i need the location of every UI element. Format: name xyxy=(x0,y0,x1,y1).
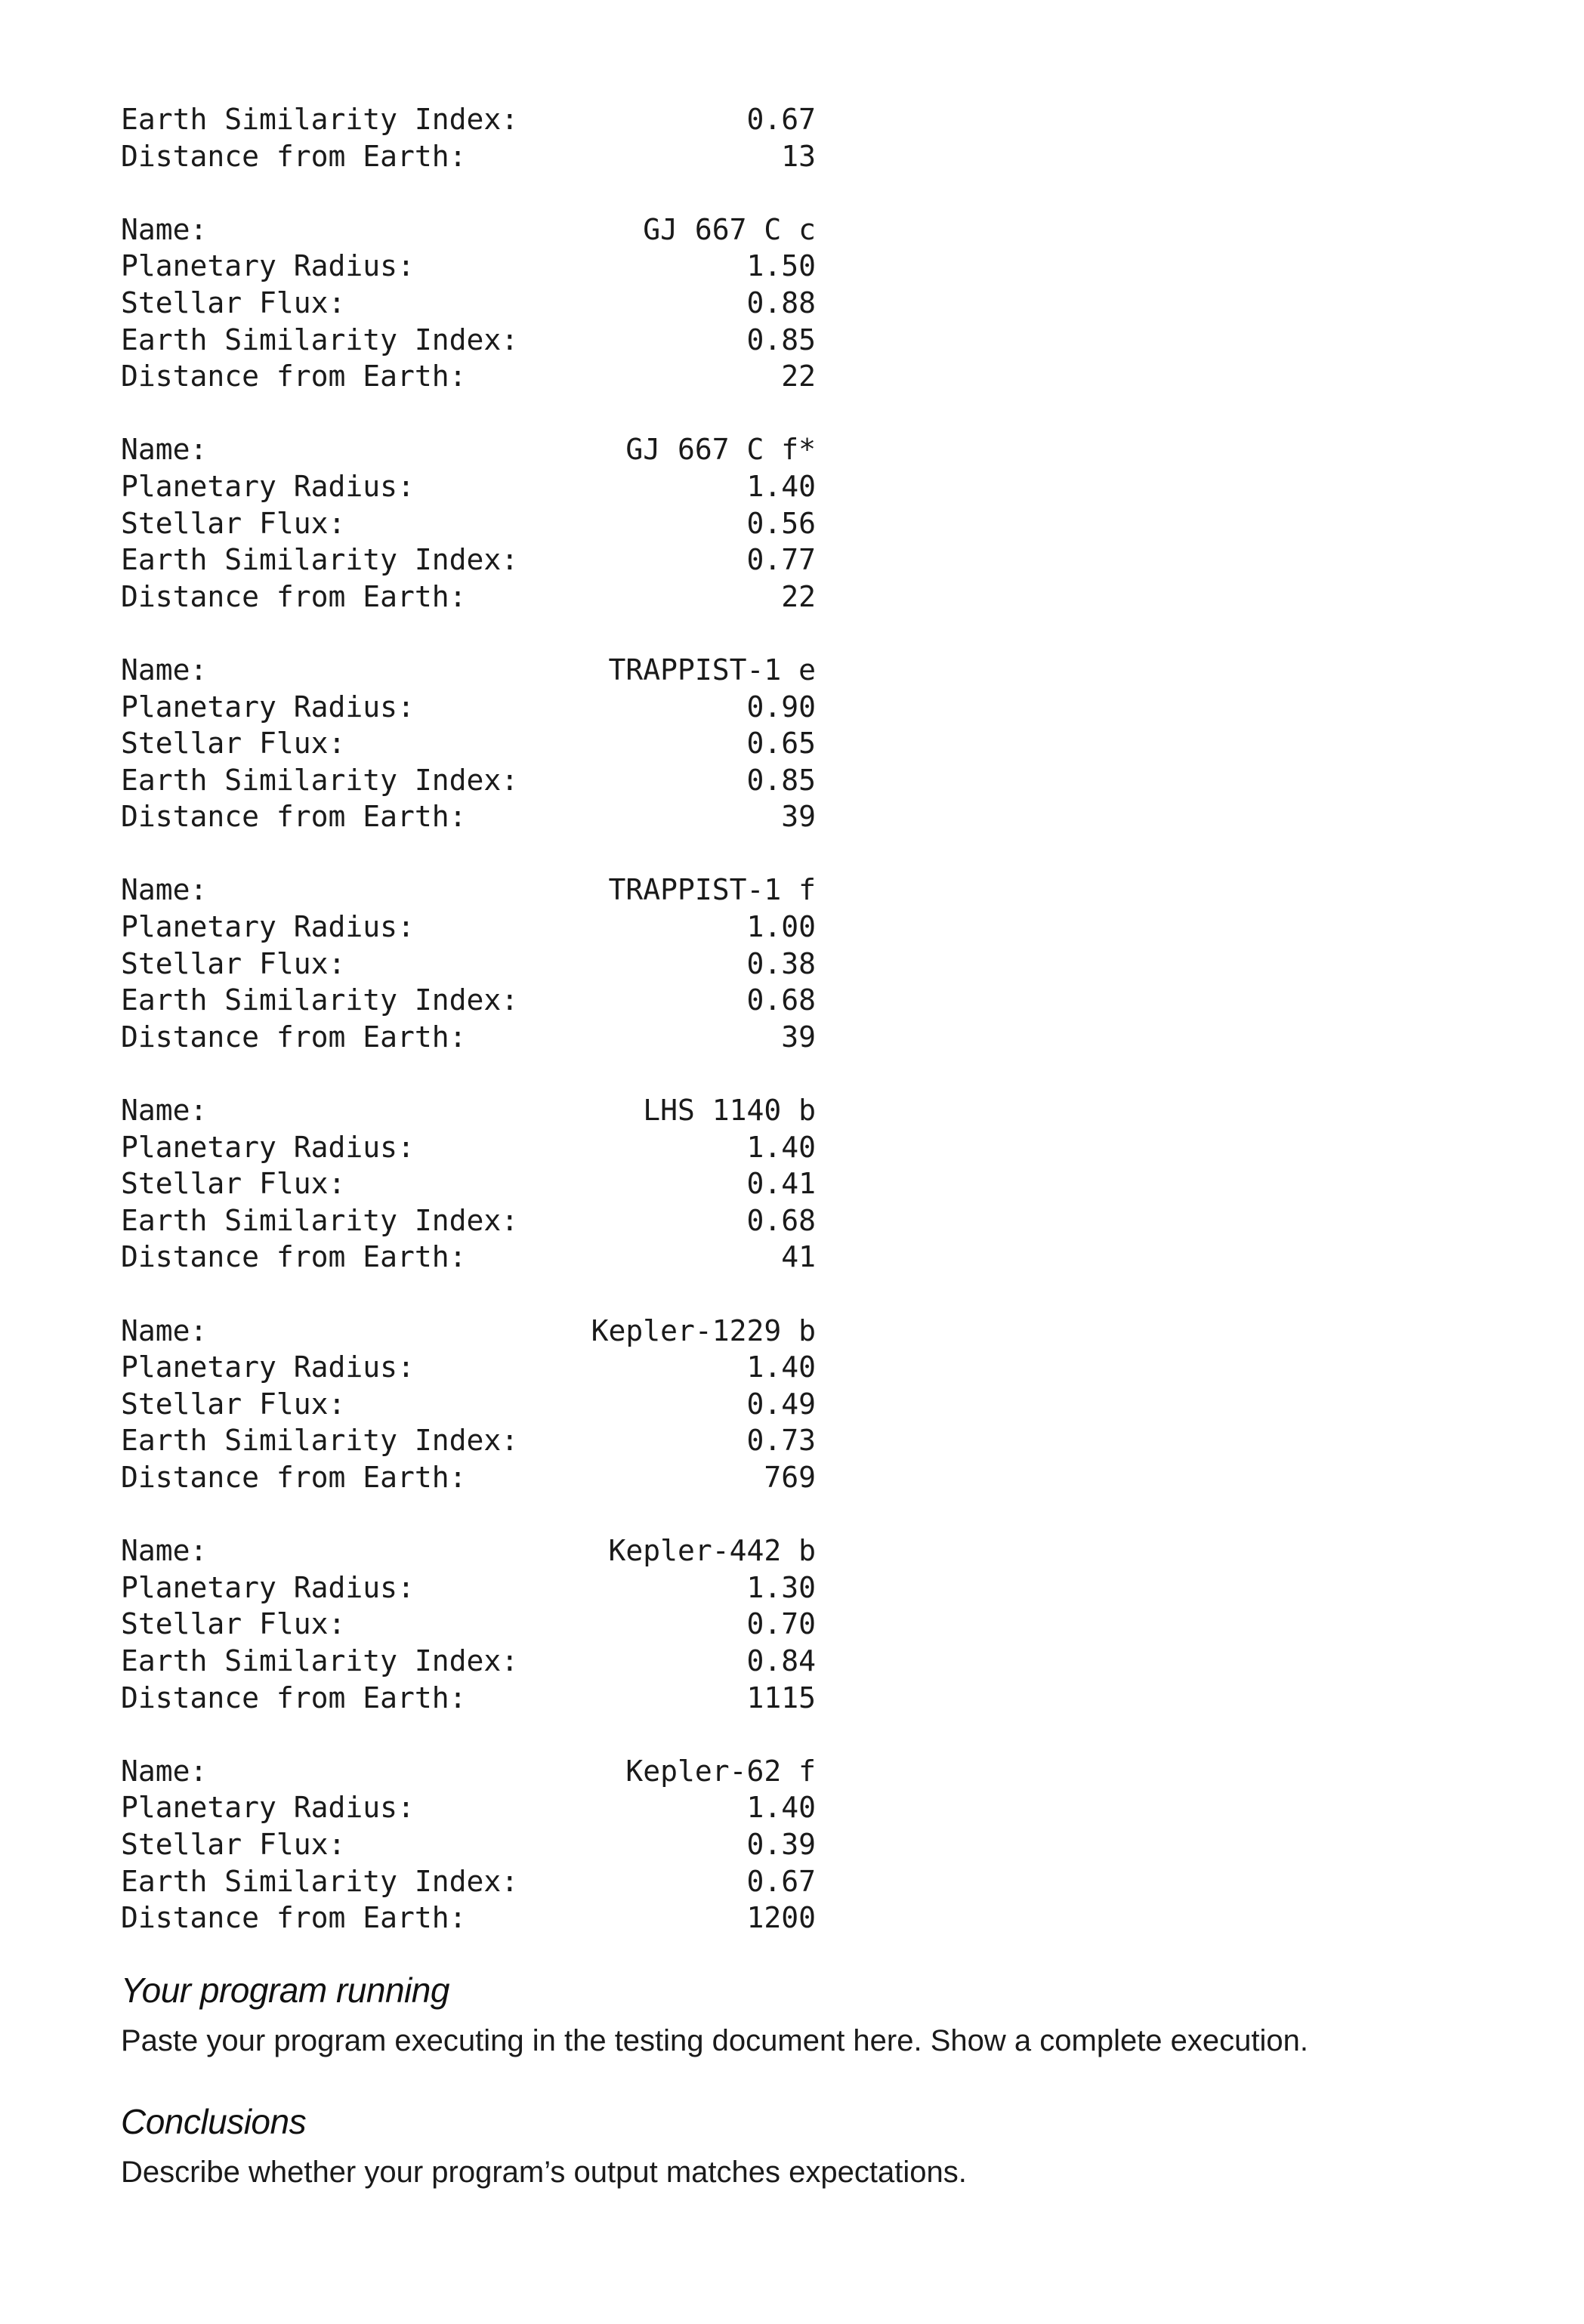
field-label: Earth Similarity Index: xyxy=(121,763,519,797)
field-label: Name: xyxy=(121,212,208,246)
field-label: Name: xyxy=(121,1313,208,1347)
output-row xyxy=(121,1313,816,1350)
field-value: 0.85 xyxy=(746,323,816,356)
output-row xyxy=(121,358,816,395)
field-label: Stellar Flux: xyxy=(121,1167,346,1201)
field-value: 0.88 xyxy=(746,285,816,319)
program-output xyxy=(121,101,816,1973)
field-label: Planetary Radius: xyxy=(121,249,415,283)
section-text-running: Paste your program executing in the testing document here. Show a complete execution. xyxy=(121,2024,1309,2057)
field-label: Planetary Radius: xyxy=(121,1570,415,1604)
field-value: 1.50 xyxy=(746,249,816,283)
output-record xyxy=(121,431,816,615)
output-row xyxy=(121,872,816,909)
field-label: Planetary Radius: xyxy=(121,1130,415,1164)
output-row xyxy=(121,1606,816,1643)
output-row xyxy=(121,322,816,359)
output-row xyxy=(121,689,816,726)
field-value: GJ 667 C c xyxy=(643,212,816,246)
field-label: Planetary Radius: xyxy=(121,469,415,503)
output-row xyxy=(121,1092,816,1129)
field-value: 0.67 xyxy=(746,1864,816,1898)
output-row xyxy=(121,285,816,322)
field-label: Planetary Radius: xyxy=(121,690,415,724)
output-row xyxy=(121,101,816,138)
field-value: 41 xyxy=(781,1240,816,1274)
field-label: Distance from Earth: xyxy=(121,1020,467,1054)
output-row xyxy=(121,542,816,579)
field-value: 22 xyxy=(781,360,816,394)
field-label: Distance from Earth: xyxy=(121,1681,467,1714)
field-value: 0.67 xyxy=(746,103,816,136)
field-label: Distance from Earth: xyxy=(121,1460,467,1494)
output-record xyxy=(121,1532,816,1716)
field-value: 1.00 xyxy=(746,910,816,944)
field-label: Name: xyxy=(121,433,208,467)
output-row xyxy=(121,431,816,468)
field-value: 1200 xyxy=(746,1901,816,1935)
output-row xyxy=(121,1643,816,1680)
field-label: Earth Similarity Index: xyxy=(121,323,519,356)
section-title-running: Your program running xyxy=(121,1971,449,2010)
field-label: Distance from Earth: xyxy=(121,579,467,613)
field-label: Stellar Flux: xyxy=(121,285,346,319)
field-value: 13 xyxy=(781,139,816,173)
field-label: Stellar Flux: xyxy=(121,727,346,761)
output-row xyxy=(121,1863,816,1900)
output-row xyxy=(121,652,816,689)
field-value: Kepler-62 f xyxy=(625,1754,816,1788)
field-value: TRAPPIST-1 f xyxy=(608,873,816,907)
output-row xyxy=(121,1349,816,1386)
output-row xyxy=(121,1569,816,1606)
output-row xyxy=(121,1680,816,1717)
field-value: 22 xyxy=(781,579,816,613)
field-label: Distance from Earth: xyxy=(121,800,467,834)
section-title-conclusions: Conclusions xyxy=(121,2102,307,2141)
output-row xyxy=(121,1422,816,1459)
field-value: 0.90 xyxy=(746,690,816,724)
field-label: Earth Similarity Index: xyxy=(121,1203,519,1237)
field-value: Kepler-442 b xyxy=(608,1534,816,1568)
field-label: Earth Similarity Index: xyxy=(121,543,519,577)
field-label: Stellar Flux: xyxy=(121,1827,346,1861)
output-row xyxy=(121,1019,816,1056)
field-label: Planetary Radius: xyxy=(121,1350,415,1384)
output-row xyxy=(121,211,816,248)
field-value: 0.85 xyxy=(746,763,816,797)
output-record xyxy=(121,211,816,395)
field-label: Distance from Earth: xyxy=(121,1901,467,1935)
field-label: Distance from Earth: xyxy=(121,360,467,394)
output-record xyxy=(121,1313,816,1496)
field-label: Stellar Flux: xyxy=(121,506,346,540)
output-row xyxy=(121,1202,816,1239)
output-row xyxy=(121,1459,816,1496)
field-value: 0.70 xyxy=(746,1607,816,1641)
output-row xyxy=(121,505,816,542)
field-value: 0.68 xyxy=(746,983,816,1017)
field-value: 39 xyxy=(781,1020,816,1054)
field-value: 1.40 xyxy=(746,1791,816,1825)
output-row xyxy=(121,946,816,983)
field-value: 769 xyxy=(764,1460,816,1494)
output-record xyxy=(121,1753,816,1937)
field-value: 0.73 xyxy=(746,1424,816,1458)
field-value: 0.41 xyxy=(746,1167,816,1201)
output-row xyxy=(121,798,816,835)
section-text-conclusions: Describe whether your program’s output matches expectations. xyxy=(121,2156,967,2189)
output-row xyxy=(121,762,816,799)
field-label: Earth Similarity Index: xyxy=(121,983,519,1017)
field-value: 1.40 xyxy=(746,1350,816,1384)
output-row xyxy=(121,1239,816,1276)
output-records xyxy=(121,211,816,1937)
output-row xyxy=(121,1753,816,1790)
field-value: TRAPPIST-1 e xyxy=(608,653,816,687)
field-value: 1115 xyxy=(746,1681,816,1714)
field-value: 0.68 xyxy=(746,1203,816,1237)
output-row xyxy=(121,1129,816,1166)
output-row xyxy=(121,1532,816,1569)
field-label: Name: xyxy=(121,1094,208,1128)
output-row xyxy=(121,909,816,946)
field-label: Name: xyxy=(121,873,208,907)
output-row xyxy=(121,725,816,762)
field-value: 0.38 xyxy=(746,946,816,980)
field-label: Stellar Flux: xyxy=(121,1387,346,1421)
field-value: 0.49 xyxy=(746,1387,816,1421)
output-row xyxy=(121,982,816,1019)
field-label: Earth Similarity Index: xyxy=(121,1424,519,1458)
field-value: LHS 1140 b xyxy=(643,1094,816,1128)
field-value: 0.56 xyxy=(746,506,816,540)
field-value: 1.40 xyxy=(746,1130,816,1164)
output-row xyxy=(121,248,816,285)
output-row xyxy=(121,138,816,175)
field-value: GJ 667 C f* xyxy=(625,433,816,467)
output-row xyxy=(121,1900,816,1937)
field-value: 39 xyxy=(781,800,816,834)
field-value: 0.39 xyxy=(746,1827,816,1861)
output-row xyxy=(121,579,816,616)
output-row xyxy=(121,1386,816,1423)
output-row xyxy=(121,1165,816,1202)
field-label: Earth Similarity Index: xyxy=(121,1643,519,1677)
field-label: Earth Similarity Index: xyxy=(121,103,519,136)
output-record xyxy=(121,652,816,835)
field-value: 1.40 xyxy=(746,469,816,503)
output-row xyxy=(121,1789,816,1826)
output-record xyxy=(121,1092,816,1276)
field-label: Stellar Flux: xyxy=(121,1607,346,1641)
field-label: Distance from Earth: xyxy=(121,139,467,173)
output-row xyxy=(121,468,816,505)
field-label: Planetary Radius: xyxy=(121,1791,415,1825)
field-label: Earth Similarity Index: xyxy=(121,1864,519,1898)
field-label: Name: xyxy=(121,653,208,687)
output-record xyxy=(121,872,816,1055)
field-value: 0.77 xyxy=(746,543,816,577)
field-value: 0.65 xyxy=(746,727,816,761)
output-record-partial xyxy=(121,101,816,174)
field-value: Kepler-1229 b xyxy=(591,1313,816,1347)
field-label: Name: xyxy=(121,1534,208,1568)
field-label: Stellar Flux: xyxy=(121,946,346,980)
field-value: 1.30 xyxy=(746,1570,816,1604)
field-label: Distance from Earth: xyxy=(121,1240,467,1274)
field-label: Planetary Radius: xyxy=(121,910,415,944)
field-value: 0.84 xyxy=(746,1643,816,1677)
field-label: Name: xyxy=(121,1754,208,1788)
output-row xyxy=(121,1826,816,1863)
